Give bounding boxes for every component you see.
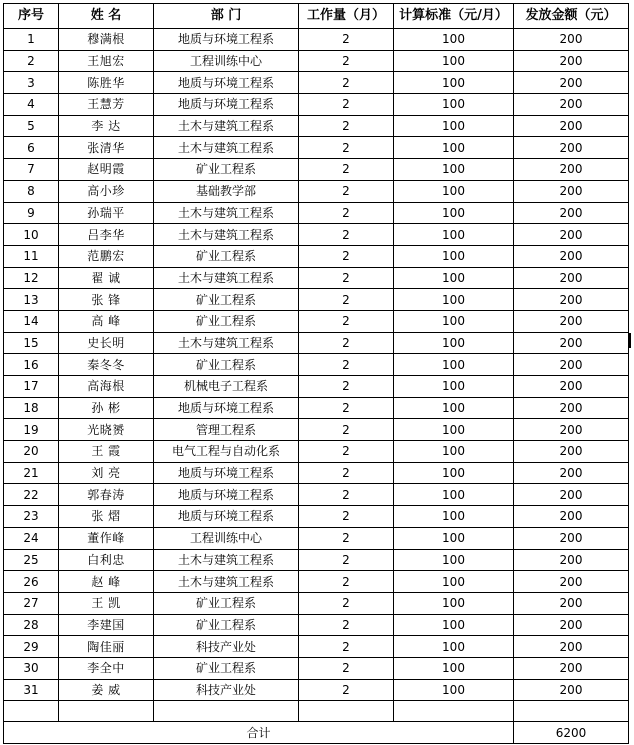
cell-index: 31 bbox=[4, 679, 59, 701]
cell-workload: 2 bbox=[299, 376, 394, 398]
cell-workload: 2 bbox=[299, 94, 394, 116]
cell-name: 王慧芳 bbox=[59, 94, 154, 116]
cell-workload: 2 bbox=[299, 549, 394, 571]
cell-rate: 100 bbox=[394, 137, 514, 159]
cell-amount: 200 bbox=[514, 397, 629, 419]
cell-index: 3 bbox=[4, 72, 59, 94]
table-row bbox=[4, 310, 629, 332]
table-row bbox=[4, 202, 629, 224]
cell-department: 土木与建筑工程系 bbox=[154, 267, 299, 289]
cell-name: 史长明 bbox=[59, 332, 154, 354]
cell-workload: 2 bbox=[299, 267, 394, 289]
cell-workload: 2 bbox=[299, 592, 394, 614]
cell-workload: 2 bbox=[299, 332, 394, 354]
cell-index: 24 bbox=[4, 527, 59, 549]
cell-name: 张清华 bbox=[59, 137, 154, 159]
cell-amount: 200 bbox=[514, 354, 629, 376]
table-row bbox=[4, 115, 629, 137]
cell-workload: 2 bbox=[299, 527, 394, 549]
table-row bbox=[4, 679, 629, 701]
header-index: 序号 bbox=[4, 4, 59, 29]
cell-workload: 2 bbox=[299, 441, 394, 463]
header-name: 姓 名 bbox=[59, 4, 154, 29]
cell-workload: 2 bbox=[299, 571, 394, 593]
table-row bbox=[4, 506, 629, 528]
cell-department: 基础教学部 bbox=[154, 180, 299, 202]
cell-amount: 200 bbox=[514, 657, 629, 679]
cell-workload: 2 bbox=[299, 29, 394, 51]
cell-department: 地质与环境工程系 bbox=[154, 506, 299, 528]
cell-name: 李全中 bbox=[59, 657, 154, 679]
table-row bbox=[4, 180, 629, 202]
cell-amount: 200 bbox=[514, 614, 629, 636]
cell-rate: 100 bbox=[394, 115, 514, 137]
cell-amount: 200 bbox=[514, 549, 629, 571]
cell-rate: 100 bbox=[394, 441, 514, 463]
cell-amount: 200 bbox=[514, 441, 629, 463]
table-row bbox=[4, 354, 629, 376]
table-row bbox=[4, 376, 629, 398]
cell-department: 工程训练中心 bbox=[154, 527, 299, 549]
cell-name: 赵明霞 bbox=[59, 159, 154, 181]
total-amount: 6200 bbox=[514, 722, 629, 744]
cell-rate: 100 bbox=[394, 484, 514, 506]
cell-name: 姜 威 bbox=[59, 679, 154, 701]
cell-amount: 200 bbox=[514, 679, 629, 701]
cell-index: 8 bbox=[4, 180, 59, 202]
cell-amount: 200 bbox=[514, 202, 629, 224]
cell-index: 10 bbox=[4, 224, 59, 246]
cell-amount: 200 bbox=[514, 310, 629, 332]
cell-workload: 2 bbox=[299, 50, 394, 72]
cell-index: 29 bbox=[4, 636, 59, 658]
cell-department: 地质与环境工程系 bbox=[154, 484, 299, 506]
cell-index: 13 bbox=[4, 289, 59, 311]
cell-amount: 200 bbox=[514, 29, 629, 51]
cell-department: 地质与环境工程系 bbox=[154, 29, 299, 51]
cell-name: 孙 彬 bbox=[59, 397, 154, 419]
cell-name: 高海根 bbox=[59, 376, 154, 398]
cell-name: 光晓赟 bbox=[59, 419, 154, 441]
table-row bbox=[4, 50, 629, 72]
cell-workload: 2 bbox=[299, 614, 394, 636]
cell-workload: 2 bbox=[299, 245, 394, 267]
cell-rate: 100 bbox=[394, 376, 514, 398]
cell-workload: 2 bbox=[299, 679, 394, 701]
cell-department: 土木与建筑工程系 bbox=[154, 115, 299, 137]
cell-index: 15 bbox=[4, 332, 59, 354]
cell-index: 22 bbox=[4, 484, 59, 506]
cell-department: 土木与建筑工程系 bbox=[154, 224, 299, 246]
cell-amount: 200 bbox=[514, 180, 629, 202]
cell-index: 23 bbox=[4, 506, 59, 528]
cell-name: 董作峰 bbox=[59, 527, 154, 549]
cell-workload: 2 bbox=[299, 484, 394, 506]
cell-index: 21 bbox=[4, 462, 59, 484]
cell-workload: 2 bbox=[299, 159, 394, 181]
cell-amount: 200 bbox=[514, 376, 629, 398]
cell-index: 2 bbox=[4, 50, 59, 72]
cell-amount: 200 bbox=[514, 592, 629, 614]
cell-rate: 100 bbox=[394, 202, 514, 224]
table-row bbox=[4, 484, 629, 506]
cell-amount: 200 bbox=[514, 50, 629, 72]
table-row bbox=[4, 419, 629, 441]
cell-workload: 2 bbox=[299, 397, 394, 419]
cell-index: 25 bbox=[4, 549, 59, 571]
cell-rate: 100 bbox=[394, 592, 514, 614]
table-row bbox=[4, 614, 629, 636]
cell-department: 矿业工程系 bbox=[154, 657, 299, 679]
table-row bbox=[4, 636, 629, 658]
table-row bbox=[4, 137, 629, 159]
table-row bbox=[4, 657, 629, 679]
cell-workload: 2 bbox=[299, 289, 394, 311]
cell-amount: 200 bbox=[514, 94, 629, 116]
cell-department: 科技产业处 bbox=[154, 636, 299, 658]
cell-index: 27 bbox=[4, 592, 59, 614]
cell-amount: 200 bbox=[514, 484, 629, 506]
table-row bbox=[4, 94, 629, 116]
cell-name: 高小珍 bbox=[59, 180, 154, 202]
cell-department: 土木与建筑工程系 bbox=[154, 202, 299, 224]
cell-name: 李建国 bbox=[59, 614, 154, 636]
cell-department: 机械电子工程系 bbox=[154, 376, 299, 398]
cell-rate: 100 bbox=[394, 549, 514, 571]
table-row bbox=[4, 462, 629, 484]
cell-amount: 200 bbox=[514, 506, 629, 528]
total-row bbox=[4, 722, 629, 744]
cell-department: 地质与环境工程系 bbox=[154, 462, 299, 484]
cell-rate: 100 bbox=[394, 289, 514, 311]
cell-workload: 2 bbox=[299, 419, 394, 441]
cell-department: 矿业工程系 bbox=[154, 354, 299, 376]
cell-workload: 2 bbox=[299, 137, 394, 159]
cell-rate: 100 bbox=[394, 571, 514, 593]
cell-workload: 2 bbox=[299, 224, 394, 246]
cell-department: 土木与建筑工程系 bbox=[154, 332, 299, 354]
cell-amount: 200 bbox=[514, 224, 629, 246]
cell-workload: 2 bbox=[299, 180, 394, 202]
cell-name: 郭春涛 bbox=[59, 484, 154, 506]
table-row bbox=[4, 332, 629, 354]
cell-department: 矿业工程系 bbox=[154, 245, 299, 267]
cell-workload: 2 bbox=[299, 115, 394, 137]
cell-rate: 100 bbox=[394, 527, 514, 549]
cell-workload: 2 bbox=[299, 202, 394, 224]
cell-index: 30 bbox=[4, 657, 59, 679]
cell-rate: 100 bbox=[394, 462, 514, 484]
cell-rate: 100 bbox=[394, 267, 514, 289]
cell-name: 孙瑞平 bbox=[59, 202, 154, 224]
cell-workload: 2 bbox=[299, 506, 394, 528]
cell-amount: 200 bbox=[514, 332, 629, 354]
cell-name: 王旭宏 bbox=[59, 50, 154, 72]
cell-index: 28 bbox=[4, 614, 59, 636]
cell-name: 白利忠 bbox=[59, 549, 154, 571]
table-row bbox=[4, 289, 629, 311]
cell-index: 6 bbox=[4, 137, 59, 159]
cell-amount: 200 bbox=[514, 571, 629, 593]
cell-department: 矿业工程系 bbox=[154, 614, 299, 636]
cell-department: 科技产业处 bbox=[154, 679, 299, 701]
cell-amount: 200 bbox=[514, 289, 629, 311]
cell-rate: 100 bbox=[394, 159, 514, 181]
cell-index: 1 bbox=[4, 29, 59, 51]
cell-index: 17 bbox=[4, 376, 59, 398]
cell-workload: 2 bbox=[299, 636, 394, 658]
cell-rate: 100 bbox=[394, 29, 514, 51]
cell-department: 矿业工程系 bbox=[154, 159, 299, 181]
cell-amount: 200 bbox=[514, 245, 629, 267]
cell-name: 高 峰 bbox=[59, 310, 154, 332]
table-row bbox=[4, 592, 629, 614]
cell-index: 4 bbox=[4, 94, 59, 116]
cell-index: 11 bbox=[4, 245, 59, 267]
table-row bbox=[4, 267, 629, 289]
blank-row bbox=[4, 701, 629, 722]
cell-amount: 200 bbox=[514, 267, 629, 289]
header-amount: 发放金额（元） bbox=[514, 4, 629, 29]
cell-rate: 100 bbox=[394, 679, 514, 701]
cell-department: 电气工程与自动化系 bbox=[154, 441, 299, 463]
cell-amount: 200 bbox=[514, 636, 629, 658]
cell-rate: 100 bbox=[394, 94, 514, 116]
cell-department: 地质与环境工程系 bbox=[154, 94, 299, 116]
header-department: 部 门 bbox=[154, 4, 299, 29]
table-row bbox=[4, 441, 629, 463]
cell-name: 李 达 bbox=[59, 115, 154, 137]
cell-index: 14 bbox=[4, 310, 59, 332]
table-row bbox=[4, 571, 629, 593]
cell-rate: 100 bbox=[394, 180, 514, 202]
cell-rate: 100 bbox=[394, 614, 514, 636]
cell-amount: 200 bbox=[514, 137, 629, 159]
cell-amount: 200 bbox=[514, 115, 629, 137]
cell-department: 矿业工程系 bbox=[154, 289, 299, 311]
cell-name: 穆满根 bbox=[59, 29, 154, 51]
cell-department: 土木与建筑工程系 bbox=[154, 571, 299, 593]
cell-name: 刘 亮 bbox=[59, 462, 154, 484]
cell-index: 7 bbox=[4, 159, 59, 181]
cell-name: 陶佳丽 bbox=[59, 636, 154, 658]
cell-index: 12 bbox=[4, 267, 59, 289]
cell-rate: 100 bbox=[394, 506, 514, 528]
cell-name: 翟 诚 bbox=[59, 267, 154, 289]
cell-rate: 100 bbox=[394, 657, 514, 679]
cell-department: 工程训练中心 bbox=[154, 50, 299, 72]
cell-rate: 100 bbox=[394, 245, 514, 267]
cell-department: 土木与建筑工程系 bbox=[154, 137, 299, 159]
total-label: 合计 bbox=[4, 722, 514, 744]
cell-name: 赵 峰 bbox=[59, 571, 154, 593]
cell-name: 张 熠 bbox=[59, 506, 154, 528]
cell-index: 5 bbox=[4, 115, 59, 137]
header-rate: 计算标准（元/月） bbox=[394, 4, 514, 29]
cell-index: 19 bbox=[4, 419, 59, 441]
cell-workload: 2 bbox=[299, 462, 394, 484]
cell-amount: 200 bbox=[514, 527, 629, 549]
cell-amount: 200 bbox=[514, 462, 629, 484]
cell-name: 王 凯 bbox=[59, 592, 154, 614]
payment-table bbox=[3, 3, 629, 744]
cell-index: 18 bbox=[4, 397, 59, 419]
cell-name: 陈胜华 bbox=[59, 72, 154, 94]
header-workload: 工作量（月） bbox=[299, 4, 394, 29]
cell-department: 地质与环境工程系 bbox=[154, 397, 299, 419]
cell-rate: 100 bbox=[394, 310, 514, 332]
cell-department: 管理工程系 bbox=[154, 419, 299, 441]
table-row bbox=[4, 527, 629, 549]
cell-rate: 100 bbox=[394, 224, 514, 246]
cell-amount: 200 bbox=[514, 159, 629, 181]
cell-department: 矿业工程系 bbox=[154, 310, 299, 332]
cell-name: 范鹏宏 bbox=[59, 245, 154, 267]
cell-workload: 2 bbox=[299, 310, 394, 332]
table-row bbox=[4, 397, 629, 419]
cell-name: 张 锋 bbox=[59, 289, 154, 311]
cell-rate: 100 bbox=[394, 332, 514, 354]
header-row bbox=[4, 4, 629, 29]
cell-department: 地质与环境工程系 bbox=[154, 72, 299, 94]
cell-rate: 100 bbox=[394, 72, 514, 94]
cell-index: 26 bbox=[4, 571, 59, 593]
cell-name: 秦冬冬 bbox=[59, 354, 154, 376]
cell-rate: 100 bbox=[394, 354, 514, 376]
table-row bbox=[4, 159, 629, 181]
cell-index: 20 bbox=[4, 441, 59, 463]
table-row bbox=[4, 549, 629, 571]
table-row bbox=[4, 29, 629, 51]
cell-amount: 200 bbox=[514, 419, 629, 441]
cell-name: 王 霞 bbox=[59, 441, 154, 463]
cell-rate: 100 bbox=[394, 636, 514, 658]
cell-rate: 100 bbox=[394, 419, 514, 441]
table-row bbox=[4, 224, 629, 246]
cell-workload: 2 bbox=[299, 72, 394, 94]
cell-index: 9 bbox=[4, 202, 59, 224]
cell-rate: 100 bbox=[394, 50, 514, 72]
table-row bbox=[4, 245, 629, 267]
text-cursor bbox=[629, 333, 631, 348]
table-row bbox=[4, 72, 629, 94]
cell-department: 土木与建筑工程系 bbox=[154, 549, 299, 571]
cell-amount: 200 bbox=[514, 72, 629, 94]
cell-rate: 100 bbox=[394, 397, 514, 419]
cell-index: 16 bbox=[4, 354, 59, 376]
cell-name: 吕李华 bbox=[59, 224, 154, 246]
cell-workload: 2 bbox=[299, 657, 394, 679]
cell-department: 矿业工程系 bbox=[154, 592, 299, 614]
cell-workload: 2 bbox=[299, 354, 394, 376]
